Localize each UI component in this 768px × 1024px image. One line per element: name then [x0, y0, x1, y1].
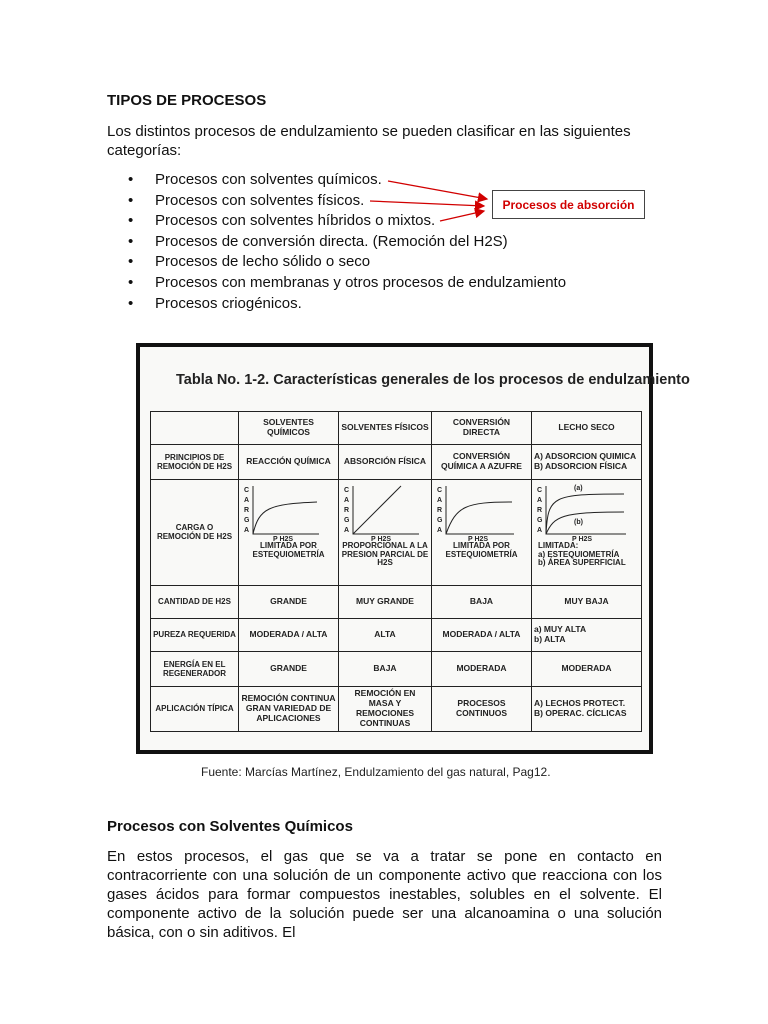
- intro-paragraph: Los distintos procesos de endulzamiento se pueden clasificar en las siguientes categorías:: [107, 123, 631, 159]
- column-header: LECHO SECO: [532, 412, 642, 445]
- svg-text:A: A: [437, 496, 443, 504]
- list-item: • Procesos con membranas y otros procesos de endulzamiento: [128, 273, 566, 294]
- svg-text:C: C: [537, 486, 543, 494]
- graph-cell: [432, 479, 532, 585]
- caption-line: LIMITADA:: [538, 540, 579, 550]
- svg-text:A: A: [244, 526, 250, 534]
- svg-text:C: C: [244, 486, 250, 494]
- svg-text:A: A: [537, 526, 543, 534]
- svg-text:C: C: [437, 486, 443, 494]
- cell-line: B) OPERAC. CÍCLICAS: [534, 707, 627, 718]
- graph-cell: [339, 479, 432, 585]
- svg-text:P H2S: P H2S: [371, 535, 392, 542]
- svg-text:A: A: [344, 496, 350, 504]
- row-header: CARGA O REMOCIÓN DE H2S: [151, 479, 239, 585]
- table-title: Tabla No. 1-2. Características generales de los procesos de endulzamiento: [176, 372, 690, 388]
- list-item: • Procesos con solventes híbridos o mixtos.: [128, 211, 566, 232]
- list-item: • Procesos de conversión directa. (Remoción del H2S): [128, 232, 566, 253]
- svg-text:P H2S: P H2S: [468, 535, 489, 542]
- svg-text:P H2S: P H2S: [273, 535, 294, 542]
- table-cell: ALTA: [339, 618, 432, 651]
- table-cell: BAJA: [432, 585, 532, 618]
- table-source-caption: Fuente: Marcías Martínez, Endulzamiento del gas natural, Pag12.: [201, 765, 551, 779]
- svg-text:(b): (b): [574, 518, 583, 526]
- list-item: • Procesos de lecho sólido o seco: [128, 252, 566, 273]
- table-cell: MODERADA / ALTA: [239, 618, 339, 651]
- table-cell: REACCIÓN QUÍMICA: [239, 444, 339, 479]
- linear-curve-graph: [339, 480, 430, 542]
- column-header: SOLVENTES QUÍMICOS: [239, 412, 339, 445]
- absorption-label-box: Procesos de absorción: [492, 190, 645, 219]
- row-header: CANTIDAD DE H2S: [151, 585, 239, 618]
- graph-caption: LIMITADA POR ESTEQUIOMETRÍA: [445, 540, 518, 559]
- table-cell: MUY BAJA: [532, 585, 642, 618]
- svg-text:G: G: [437, 516, 443, 524]
- svg-text:G: G: [537, 516, 543, 524]
- list-item: • Procesos con solventes físicos.: [128, 191, 566, 212]
- cell-line: A) ADSORCION QUIMICA: [534, 451, 637, 462]
- svg-text:A: A: [537, 496, 543, 504]
- table-cell: REMOCIÓN EN MASA Y REMOCIONES CONTINUAS: [339, 686, 432, 731]
- table-cell: [532, 686, 642, 731]
- cell-line: A) LECHOS PROTECT.: [534, 698, 626, 709]
- table-cell: MODERADA / ALTA: [432, 618, 532, 651]
- table-row: [151, 651, 642, 686]
- svg-text:A: A: [437, 526, 443, 534]
- dual-curve-graph: [532, 480, 640, 542]
- graph-caption: PROPORCIONAL A LA PRESION PARCIAL DE H2S: [341, 540, 429, 568]
- row-header: PUREZA REQUERIDA: [151, 618, 239, 651]
- svg-text:A: A: [244, 496, 250, 504]
- svg-text:R: R: [244, 506, 250, 514]
- graph-cell: [532, 479, 642, 585]
- svg-text:(a): (a): [574, 484, 583, 492]
- list-item: • Procesos criogénicos.: [128, 294, 566, 315]
- table-cell: GRANDE: [239, 651, 339, 686]
- row-header: APLICACIÓN TÍPICA: [151, 686, 239, 731]
- table-cell: [532, 444, 642, 479]
- column-header: SOLVENTES FÍSICOS: [339, 412, 432, 445]
- saturation-curve-graph: [239, 480, 337, 542]
- table-cell: CONVERSIÓN QUÍMICA A AZUFRE: [432, 444, 532, 479]
- table-cell: MUY GRANDE: [339, 585, 432, 618]
- table-row: [151, 618, 642, 651]
- svg-text:R: R: [537, 506, 543, 514]
- table-cell: BAJA: [339, 651, 432, 686]
- process-characteristics-table: [150, 411, 642, 732]
- table-header-row: [151, 412, 642, 445]
- section-heading: Procesos con Solventes Químicos: [107, 818, 353, 835]
- table-cell: [532, 618, 642, 651]
- column-header: CONVERSIÓN DIRECTA: [432, 412, 532, 445]
- table-cell: GRANDE: [239, 585, 339, 618]
- table-row-graphs: [151, 479, 642, 585]
- table-row: [151, 585, 642, 618]
- page-heading: TIPOS DE PROCESOS: [107, 92, 267, 109]
- svg-text:P H2S: P H2S: [572, 535, 593, 542]
- graph-caption: [532, 542, 641, 570]
- svg-text:G: G: [244, 516, 250, 524]
- svg-text:G: G: [344, 516, 350, 524]
- svg-text:A: A: [344, 526, 350, 534]
- table-row: [151, 686, 642, 731]
- row-header: PRINCIPIOS DE REMOCIÓN DE H2S: [151, 444, 239, 479]
- table-cell: REMOCIÓN CONTINUA GRAN VARIEDAD DE APLICACIONES: [239, 686, 339, 731]
- caption-line: b) ÁREA SUPERFICIAL: [538, 558, 626, 568]
- body-paragraph: En estos procesos, el gas que se va a tratar se pone en contacto en contracorriente con una solución de un componente activo que reacciona con los gases ácidos para formar compuestos inestables, solubles en el solvente. El componente activo de la solución puede ser una alcanoamina o una solución básica, con o sin aditivos. El: [107, 848, 662, 941]
- caption-line: a) ESTEQUIOMETRÍA: [538, 549, 620, 559]
- table-cell: MODERADA: [432, 651, 532, 686]
- svg-text:R: R: [437, 506, 443, 514]
- table-cell: ABSORCIÓN FÍSICA: [339, 444, 432, 479]
- graph-caption: LIMITADA POR ESTEQUIOMETRÍA: [252, 540, 325, 559]
- list-item: • Procesos con solventes químicos.: [128, 170, 566, 191]
- table-cell: PROCESOS CONTINUOS: [432, 686, 532, 731]
- corner-cell: [151, 412, 239, 445]
- cell-line: b) ALTA: [534, 633, 566, 644]
- cell-line: a) MUY ALTA: [534, 623, 587, 634]
- svg-text:C: C: [344, 486, 350, 494]
- cell-line: B) ADSORCION FÍSICA: [534, 460, 628, 471]
- table-row: [151, 444, 642, 479]
- svg-text:R: R: [344, 506, 350, 514]
- saturation-curve-graph: [432, 480, 530, 542]
- graph-cell: [239, 479, 339, 585]
- row-header: ENERGÍA EN EL REGENERADOR: [151, 651, 239, 686]
- table-cell: MODERADA: [532, 651, 642, 686]
